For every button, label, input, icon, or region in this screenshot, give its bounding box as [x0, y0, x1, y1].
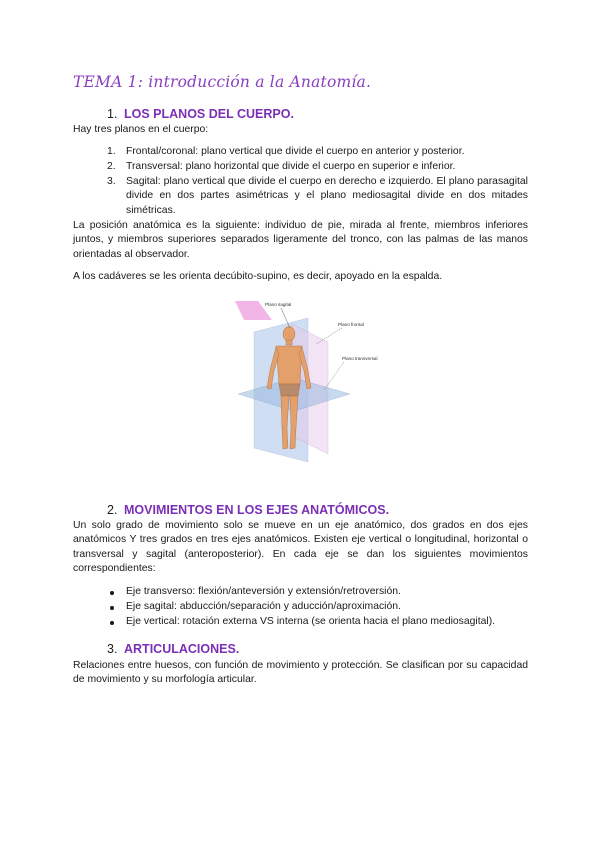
- section-2-number: 2.: [107, 503, 118, 517]
- bullet-icon: [110, 591, 114, 595]
- list-item-number: 3.: [107, 176, 116, 187]
- anatomical-planes-figure: [232, 298, 387, 470]
- anatomical-position-paragraph: La posición anatómica es la siguiente: individuo de pie, mirada al frente, miembros inferiores juntos, y miembros superiores separados ligeramente del tronco, con las palmas de las manos orientadas al observador.: [73, 220, 528, 260]
- list-item: [107, 145, 528, 159]
- list-item-text: Frontal/coronal: plano vertical que divide el cuerpo en anterior y posterior.: [126, 146, 465, 157]
- decubito-paragraph: A los cadáveres se les orienta decúbito-supino, es decir, apoyado en la espalda.: [73, 271, 443, 282]
- label-plano-frontal: Plano frontal: [338, 322, 364, 327]
- section-2-heading: [107, 503, 389, 517]
- label-plano-transversal: Plano transversal: [342, 356, 378, 361]
- list-item: [107, 615, 528, 629]
- list-item-number: 1.: [107, 146, 116, 157]
- section-3-heading: [107, 642, 239, 656]
- label-plano-sagital: Plano sagital: [265, 302, 292, 307]
- list-item-text: Transversal: plano horizontal que divide el cuerpo en superior e inferior.: [126, 161, 456, 172]
- list-item-text: Eje transverso: flexión/anteversión y extensión/retroversión.: [126, 586, 401, 597]
- bullet-icon: [110, 606, 114, 610]
- list-item-number: 2.: [107, 161, 116, 172]
- section-3-heading-text: ARTICULACIONES.: [124, 642, 240, 656]
- section-1-intro: Hay tres planos en el cuerpo:: [73, 124, 209, 135]
- page-title: TEMA 1: introducción a la Anatomía.: [73, 73, 372, 91]
- list-item-text: Sagital: plano vertical que divide el cuerpo en derecho e izquierdo. El plano parasagital divide en dos partes asimétricas y el plano mediosagital divide en dos mitades simétricas.: [126, 176, 528, 216]
- section-1-heading-text: LOS PLANOS DEL CUERPO.: [124, 107, 294, 121]
- section-3-paragraph: Relaciones entre huesos, con función de movimiento y protección. Se clasifican por su capacidad de movimiento y su morfología articular.: [73, 660, 528, 686]
- list-item: [107, 175, 528, 218]
- section-3-number: 3.: [107, 642, 118, 656]
- section-1-heading: [107, 107, 294, 121]
- list-item: [107, 585, 528, 599]
- section-1-number: 1.: [107, 107, 118, 121]
- list-item: [107, 160, 528, 174]
- list-item-text: Eje vertical: rotación externa VS interna (se orienta hacia el plano mediosagital).: [126, 616, 496, 627]
- section-2-paragraph: Un solo grado de movimiento solo se mueve en un eje anatómico, dos grados en dos ejes anatómicos Y tres grados en tres ejes anatómicos. Existen eje vertical o longitudinal, horizontal o transversal y sagital (anteroposterior). En cada eje se dan los siguientes movimientos correspondientes:: [73, 520, 528, 575]
- list-item-text: Eje sagital: abducción/separación y aducción/aproximación.: [126, 601, 401, 612]
- list-item: [107, 600, 528, 614]
- section-2-heading-text: MOVIMIENTOS EN LOS EJES ANATÓMICOS.: [124, 503, 390, 517]
- bullet-icon: [110, 621, 114, 625]
